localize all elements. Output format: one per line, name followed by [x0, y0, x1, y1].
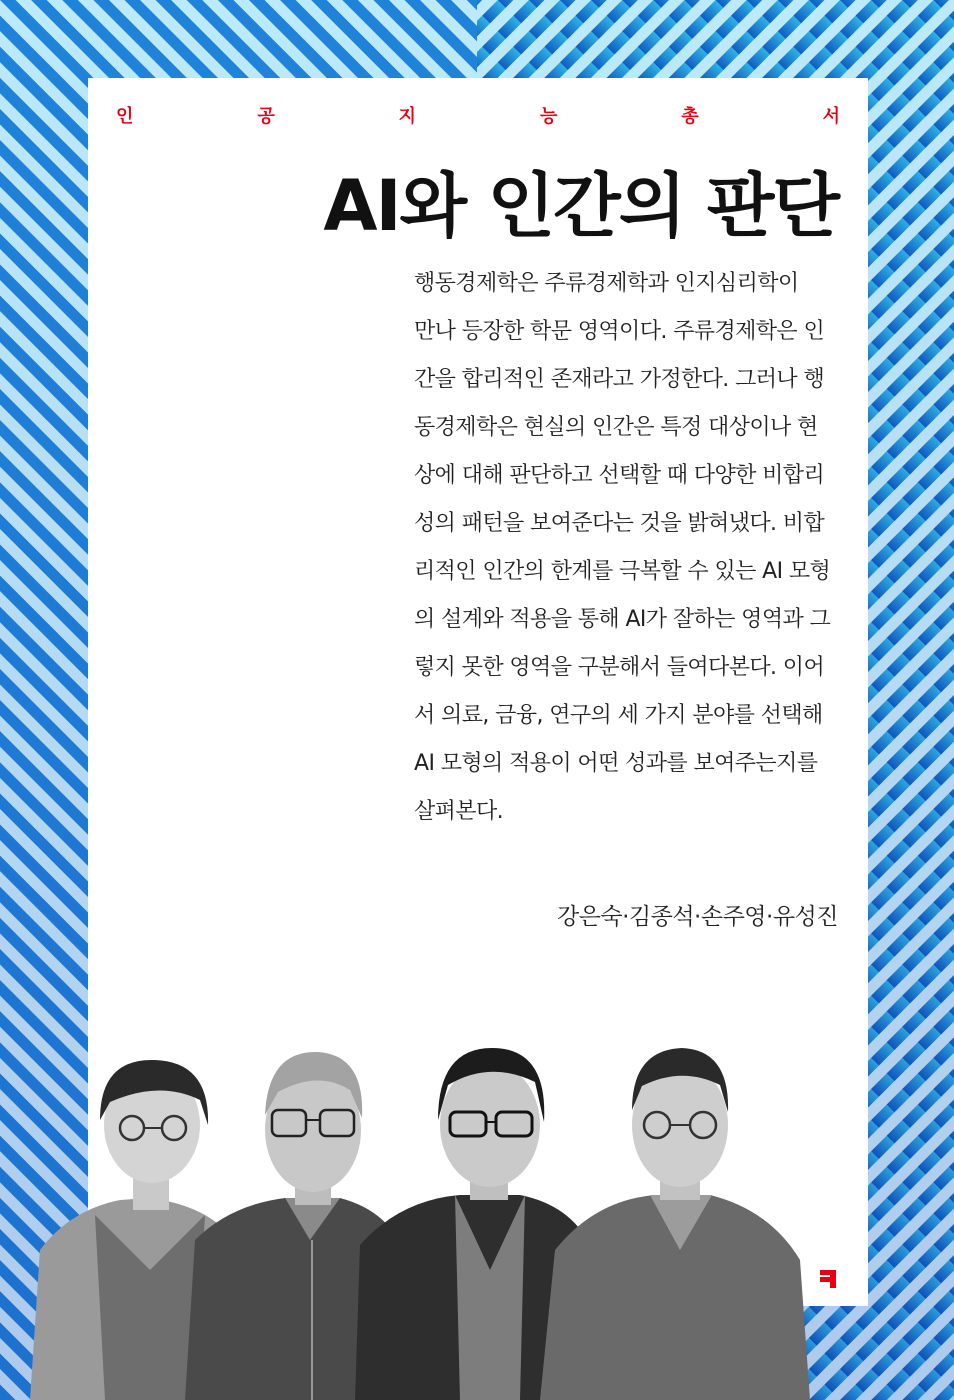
blurb-line: 만나 등장한 학문 영역이다. 주류경제학은 인 — [414, 319, 825, 344]
blurb-line: 간을 합리적인 존재라고 가정한다. 그러나 행 — [414, 367, 825, 392]
blurb-line: 리적인 인간의 한계를 극복할 수 있는 AI 모형 — [414, 559, 831, 584]
series-char: 서 — [822, 106, 840, 127]
blurb-line: 행동경제학은 주류경제학과 인지심리학이 — [414, 271, 799, 296]
blurb-line: 동경제학은 현실의 인간은 특정 대상이나 현 — [414, 415, 818, 440]
book-blurb — [414, 260, 838, 836]
series-char: 인 — [116, 106, 134, 127]
book-title: AI와 인간의 판단 — [323, 165, 838, 247]
series-char: 공 — [257, 106, 275, 127]
blurb-line: 상에 대해 판단하고 선택할 때 다양한 비합리 — [414, 463, 825, 488]
author-photo-4 — [540, 1048, 810, 1400]
blurb-line: 성의 패턴을 보여준다는 것을 밝혀냈다. 비합 — [414, 511, 825, 536]
blurb-line: 의 설계와 적용을 통해 AI가 잘하는 영역과 그 — [414, 607, 831, 632]
publisher-logo-icon — [818, 1268, 838, 1290]
series-char: 능 — [539, 106, 558, 127]
series-char: 지 — [398, 106, 417, 127]
blurb-line: 살펴본다. — [414, 799, 504, 824]
series-label — [88, 102, 868, 128]
author-photos — [0, 1030, 820, 1400]
author-names: 강은숙·김종석·손주영·유성진 — [556, 904, 838, 930]
blurb-line: AI 모형의 적용이 어떤 성과를 보여주는지를 — [414, 751, 818, 776]
blurb-line: 렇지 못한 영역을 구분해서 들여다본다. 이어 — [414, 655, 825, 680]
blurb-line: 서 의료, 금융, 연구의 세 가지 분야를 선택해 — [414, 703, 823, 728]
series-char: 총 — [681, 106, 699, 127]
